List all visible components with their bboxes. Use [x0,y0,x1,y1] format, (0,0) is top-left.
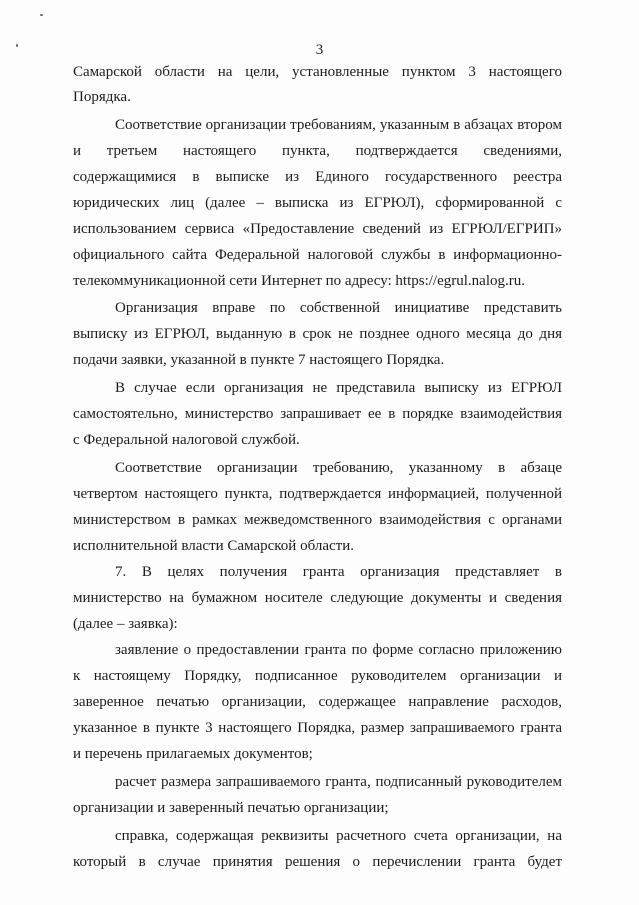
text-line: Порядка. [73,89,131,105]
text-line: министерство на бумажном носителе следующие документы и сведения [73,590,562,606]
text-line: В случае если организация не представила выписку из ЕГРЮЛ [115,380,562,396]
text-line: телекоммуникационной сети Интернет по адресу: https://egrul.nalog.ru. [73,273,525,289]
text-line: четвертом настоящего пункта, подтверждается информацией, полученной [73,486,562,502]
page-number: 3 [315,42,324,58]
text-line: Соответствие организации требованию, указанному в абзаце [115,460,562,476]
text-line: Соответствие организации требованиям, указанным в абзацах втором [115,117,562,133]
text-line: заверенное печатью организации, содержащее направление расходов, [73,694,562,710]
text-line: который в случае принятия решения о перечислении гранта будет [73,854,562,870]
text-line: (далее – заявка): [73,616,178,632]
text-line: заявление о предоставлении гранта по форме согласно приложению [115,642,562,658]
text-line: юридических лиц (далее – выписка из ЕГРЮЛ), сформированной с [73,195,562,211]
text-line: самостоятельно, министерство запрашивает ее в порядке взаимодействия [73,406,562,422]
text-line: исполнительной власти Самарской области. [73,538,354,554]
text-line: официального сайта Федеральной налоговой службы в информационно- [73,247,562,263]
text-line: содержащимися в выписке из Единого государственного реестра [73,169,562,185]
text-line: подачи заявки, указанной в пункте 7 настоящего Порядка. [73,352,445,368]
text-line: Организация вправе по собственной инициативе представить [115,300,562,316]
text-line: Самарской области на цели, установленные пунктом 3 настоящего [73,64,562,80]
text-line: справка, содержащая реквизиты расчетного счета организации, на [115,828,562,844]
text-line: и третьем настоящего пункта, подтверждается сведениями, [73,143,562,159]
scan-speck [40,14,43,16]
text-line: выписку из ЕГРЮЛ, выданную в срок не позднее одного месяца до дня [73,326,562,342]
text-line: 7. В целях получения гранта организация представляет в [115,564,562,580]
text-line: организации и заверенный печатью организации; [73,800,389,816]
text-line: расчет размера запрашиваемого гранта, подписанный руководителем [115,774,562,790]
text-line: с Федеральной налоговой службой. [73,432,300,448]
text-line: к настоящему Порядку, подписанное руководителем организации и [73,668,562,684]
text-line: министерством в рамках межведомственного взаимодействия с органами [73,512,562,528]
text-line: указанное в пункте 3 настоящего Порядка, размер запрашиваемого гранта [73,720,562,736]
text-line: использованием сервиса «Предоставление сведений из ЕГРЮЛ/ЕГРИП» [73,221,562,237]
text-line: и перечень прилагаемых документов; [73,746,313,762]
